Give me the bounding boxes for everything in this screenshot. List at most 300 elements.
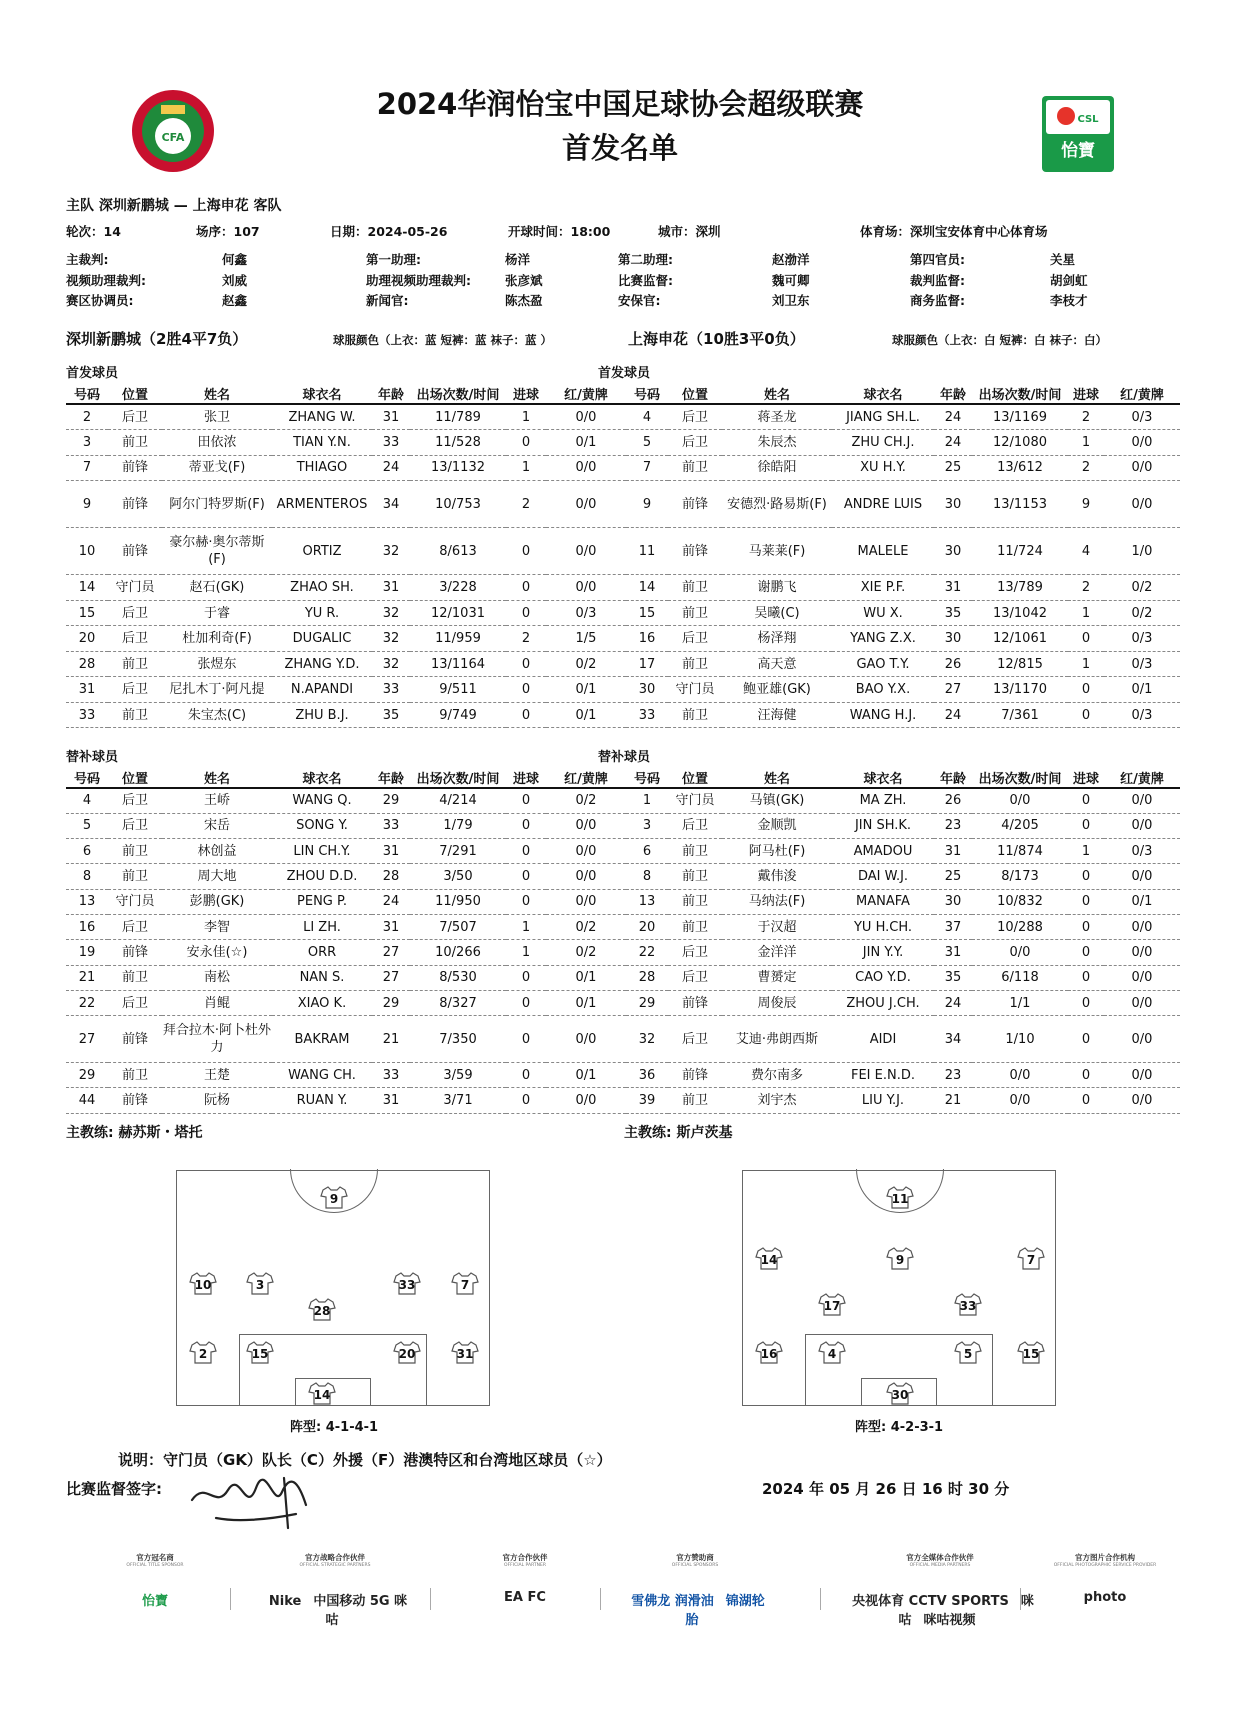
table-cell: 13/1132 xyxy=(410,455,506,481)
player-number: 7 xyxy=(1026,1253,1036,1267)
table-cell: 4 xyxy=(626,404,668,430)
table-cell: 0 xyxy=(506,702,546,728)
table-cell: 0/1 xyxy=(1104,677,1180,703)
table-cell: 0 xyxy=(1068,626,1104,652)
table-cell: 汪海健 xyxy=(722,702,832,728)
table-row xyxy=(626,990,1180,1015)
table-cell: 1 xyxy=(506,940,546,965)
table-cell: 0/0 xyxy=(546,528,626,575)
table-cell: XU H.Y. xyxy=(832,455,934,481)
sponsor-category-en: OFFICIAL TITLE SPONSOR xyxy=(126,1563,184,1568)
table-cell: 33 xyxy=(372,677,410,703)
table-cell: 9 xyxy=(1068,481,1104,528)
player-number: 5 xyxy=(963,1347,973,1361)
table-cell: 前卫 xyxy=(668,702,722,728)
table-cell: 8 xyxy=(626,864,668,889)
table-cell: 宋岳 xyxy=(162,813,272,838)
kickoff-time: 开球时间：18:00 xyxy=(508,224,611,239)
table-cell: 前卫 xyxy=(668,1088,722,1113)
table-cell: RUAN Y. xyxy=(272,1088,372,1113)
official-role: 赛区协调员: xyxy=(66,293,134,308)
table-cell: 27 xyxy=(372,965,410,990)
table-cell: 朱辰杰 xyxy=(722,430,832,456)
page-subtitle: 首发名单 xyxy=(561,131,678,165)
table-cell: ZHAO SH. xyxy=(272,575,372,601)
sponsor-group xyxy=(840,1552,1040,1628)
table-row xyxy=(626,940,1180,965)
table-cell: 1/0 xyxy=(1104,528,1180,575)
table-cell: 0 xyxy=(506,528,546,575)
table-cell: NAN S. xyxy=(272,965,372,990)
table-header xyxy=(626,384,1180,404)
table-cell: 13 xyxy=(66,889,108,914)
table-cell: 后卫 xyxy=(108,788,162,813)
table-cell: 0/3 xyxy=(1104,702,1180,728)
signature-datetime: 2024 年 05 月 26 日 16 时 30 分 xyxy=(762,1480,1010,1498)
table-cell: 0 xyxy=(1068,940,1104,965)
table-cell: 30 xyxy=(626,677,668,703)
player-shirt-icon xyxy=(886,1381,914,1405)
sponsor-group xyxy=(1030,1552,1180,1605)
table-cell: 后卫 xyxy=(108,813,162,838)
table-cell: 杨泽翔 xyxy=(722,626,832,652)
table-cell: 33 xyxy=(66,702,108,728)
table-cell: 0 xyxy=(1068,702,1104,728)
table-cell: 王峤 xyxy=(162,788,272,813)
table-cell: GAO T.Y. xyxy=(832,651,934,677)
table-cell: 0 xyxy=(1068,965,1104,990)
table-cell: 27 xyxy=(934,677,972,703)
table-cell: 后卫 xyxy=(108,914,162,939)
table-cell: 13/1042 xyxy=(972,600,1068,626)
player-number: 3 xyxy=(255,1278,265,1292)
player-shirt-icon xyxy=(393,1340,421,1364)
table-row xyxy=(66,430,626,456)
table-cell: 前锋 xyxy=(108,1088,162,1113)
player-number: 28 xyxy=(313,1304,331,1318)
table-cell: 0/0 xyxy=(972,1088,1068,1113)
table-cell: 10/832 xyxy=(972,889,1068,914)
table-cell: 10/753 xyxy=(410,481,506,528)
player-shirt-icon xyxy=(954,1340,982,1364)
table-cell: 30 xyxy=(934,889,972,914)
column-header: 红/黄牌 xyxy=(1104,768,1180,788)
table-cell: 0/1 xyxy=(546,1062,626,1087)
table-cell: 31 xyxy=(934,940,972,965)
table-cell: 33 xyxy=(372,430,410,456)
player-number: 4 xyxy=(827,1347,837,1361)
table-row xyxy=(626,626,1180,652)
table-cell: 21 xyxy=(372,1016,410,1063)
table-cell: 6 xyxy=(66,839,108,864)
table-cell: 0 xyxy=(506,990,546,1015)
table-cell: 0 xyxy=(506,889,546,914)
table-cell: 守门员 xyxy=(108,575,162,601)
table-cell: 35 xyxy=(934,965,972,990)
column-header: 红/黄牌 xyxy=(1104,384,1180,404)
sponsor-logo: 咪咕视频 xyxy=(923,1613,976,1628)
sponsor-group xyxy=(450,1552,600,1605)
table-cell: 前锋 xyxy=(668,1062,722,1087)
table-row xyxy=(66,651,626,677)
table-cell: 0/0 xyxy=(1104,1062,1180,1087)
table-cell: 戴伟浚 xyxy=(722,864,832,889)
table-cell: 24 xyxy=(934,990,972,1015)
table-cell: 5 xyxy=(66,813,108,838)
sponsor-logo: 央视体育 CCTV SPORTS xyxy=(852,1594,1009,1609)
table-cell: 11/724 xyxy=(972,528,1068,575)
away-team-name: 上海申花（10胜3平0负） xyxy=(628,330,805,348)
table-cell: 1 xyxy=(506,404,546,430)
table-cell: 0/0 xyxy=(1104,1088,1180,1113)
column-header: 进球 xyxy=(506,768,546,788)
table-row xyxy=(626,528,1180,575)
table-cell: 30 xyxy=(934,481,972,528)
table-cell: 0/2 xyxy=(546,788,626,813)
table-cell: 22 xyxy=(626,940,668,965)
table-cell: 0/2 xyxy=(546,914,626,939)
table-cell: 1/10 xyxy=(972,1016,1068,1063)
table-cell: 0 xyxy=(1068,813,1104,838)
table-cell: WU X. xyxy=(832,600,934,626)
table-cell: 8/173 xyxy=(972,864,1068,889)
legend-note: 说明：守门员（GK）队长（C）外援（F）港澳特区和台湾地区球员（☆） xyxy=(118,1451,612,1469)
table-row xyxy=(626,1062,1180,1087)
table-cell: 前锋 xyxy=(108,940,162,965)
table-cell: 0 xyxy=(506,813,546,838)
table-cell: 28 xyxy=(626,965,668,990)
official-role: 助理视频助理裁判: xyxy=(366,273,471,288)
table-cell: 0/0 xyxy=(546,813,626,838)
player-shirt-icon xyxy=(320,1185,348,1209)
table-cell: 安德烈·路易斯(F) xyxy=(722,481,832,528)
table-cell: 24 xyxy=(372,455,410,481)
table-cell: 阿尔门特罗斯(F) xyxy=(162,481,272,528)
table-cell: 2 xyxy=(506,481,546,528)
table-cell: 0 xyxy=(1068,889,1104,914)
table-cell: 7/361 xyxy=(972,702,1068,728)
player-number: 17 xyxy=(823,1299,841,1313)
table-cell: 4/205 xyxy=(972,813,1068,838)
table-cell: 于汉超 xyxy=(722,914,832,939)
table-cell: 2 xyxy=(1068,575,1104,601)
player-number: 14 xyxy=(760,1253,778,1267)
table-cell: 前锋 xyxy=(108,1016,162,1063)
table-cell: 0/0 xyxy=(1104,940,1180,965)
away-starters-label: 首发球员 xyxy=(598,366,651,381)
table-cell: 24 xyxy=(934,430,972,456)
table-header xyxy=(626,768,1180,788)
home-formation: 阵型: 4-1-4-1 xyxy=(290,1420,379,1435)
svg-text:怡寶: 怡寶 xyxy=(1061,141,1095,161)
table-cell: JIANG SH.L. xyxy=(832,404,934,430)
sponsor-logo: 锦湖轮胎 xyxy=(685,1594,765,1628)
table-row xyxy=(626,965,1180,990)
sponsor-logo: EA FC xyxy=(504,1590,546,1605)
table-cell: 前卫 xyxy=(668,575,722,601)
table-cell: 19 xyxy=(66,940,108,965)
city: 城市：深圳 xyxy=(658,224,721,239)
table-cell: 后卫 xyxy=(668,430,722,456)
table-cell: 39 xyxy=(626,1088,668,1113)
table-cell: WANG Q. xyxy=(272,788,372,813)
table-cell: XIAO K. xyxy=(272,990,372,1015)
table-cell: 1 xyxy=(1068,839,1104,864)
official-role: 安保官: xyxy=(618,293,661,308)
column-header: 号码 xyxy=(626,384,668,404)
table-cell: SONG Y. xyxy=(272,813,372,838)
table-cell: 0/0 xyxy=(546,864,626,889)
table-cell: 于睿 xyxy=(162,600,272,626)
column-header: 位置 xyxy=(668,384,722,404)
table-cell: 豪尔赫·奥尔蒂斯(F) xyxy=(162,528,272,575)
table-cell: 32 xyxy=(372,528,410,575)
table-cell: 30 xyxy=(934,626,972,652)
table-row xyxy=(66,1062,626,1087)
table-cell: 28 xyxy=(372,864,410,889)
player-number: 7 xyxy=(460,1278,470,1292)
player-shirt-icon xyxy=(393,1271,421,1295)
home-team-name: 深圳新鹏城（2胜4平7负） xyxy=(66,330,248,348)
table-cell: BAKRAM xyxy=(272,1016,372,1063)
sponsor-logo: 雪佛龙 润滑油 xyxy=(631,1594,714,1609)
table-cell: 24 xyxy=(372,889,410,914)
table-cell: WANG H.J. xyxy=(832,702,934,728)
table-cell: 29 xyxy=(372,788,410,813)
table-cell: 7 xyxy=(626,455,668,481)
official-name: 关星 xyxy=(1050,252,1076,267)
sponsor-category-en: OFFICIAL PHOTOGRAPHIC SERVICE PROVIDER xyxy=(1053,1563,1157,1568)
table-cell: 29 xyxy=(372,990,410,1015)
column-header: 进球 xyxy=(506,384,546,404)
player-shirt-icon xyxy=(886,1246,914,1270)
table-row xyxy=(66,940,626,965)
table-cell: 守门员 xyxy=(668,788,722,813)
table-cell: 艾迪·弗朗西斯 xyxy=(722,1016,832,1063)
table-cell: 赵石(GK) xyxy=(162,575,272,601)
official-name: 赵鑫 xyxy=(222,293,248,308)
column-header: 位置 xyxy=(108,768,162,788)
table-cell: 12/1061 xyxy=(972,626,1068,652)
away-formation: 阵型: 4-2-3-1 xyxy=(855,1420,944,1435)
table-cell: 0 xyxy=(506,677,546,703)
official-name: 赵渤洋 xyxy=(772,252,810,267)
table-cell: 鲍亚雄(GK) xyxy=(722,677,832,703)
sponsor-category: 官方赞助商 xyxy=(676,1553,714,1562)
official-role: 比赛监督: xyxy=(618,273,673,288)
table-cell: 0/0 xyxy=(1104,481,1180,528)
table-cell: 0/3 xyxy=(1104,839,1180,864)
official-role: 新闻官: xyxy=(366,293,409,308)
table-cell: 8/613 xyxy=(410,528,506,575)
table-cell: 33 xyxy=(626,702,668,728)
away-coach: 主教练: 斯卢茨基 xyxy=(624,1125,733,1141)
table-cell: 林创益 xyxy=(162,839,272,864)
table-cell: 田依浓 xyxy=(162,430,272,456)
table-cell: 前卫 xyxy=(668,889,722,914)
table-cell: 26 xyxy=(934,651,972,677)
sponsor-category: 官方图片合作机构 xyxy=(1075,1553,1135,1562)
sponsor-group xyxy=(260,1552,410,1628)
sponsor-category-en: OFFICIAL MEDIA PARTNERS xyxy=(909,1563,971,1568)
table-cell: 0 xyxy=(1068,1016,1104,1063)
table-cell: 33 xyxy=(372,1062,410,1087)
table-row xyxy=(626,1088,1180,1113)
official-role: 第二助理: xyxy=(618,252,673,267)
table-cell: 0/3 xyxy=(546,600,626,626)
player-shirt-icon xyxy=(886,1185,914,1209)
table-cell: 20 xyxy=(626,914,668,939)
table-cell: 0 xyxy=(506,788,546,813)
table-cell: 后卫 xyxy=(108,626,162,652)
table-cell: 4 xyxy=(66,788,108,813)
table-cell: 25 xyxy=(934,455,972,481)
table-cell: 0 xyxy=(506,839,546,864)
official-role: 商务监督: xyxy=(910,293,965,308)
table-cell: 31 xyxy=(372,1088,410,1113)
table-cell: 0 xyxy=(506,1088,546,1113)
table-row xyxy=(626,481,1180,528)
table-cell: MA ZH. xyxy=(832,788,934,813)
table-cell: ZHOU J.CH. xyxy=(832,990,934,1015)
column-header: 红/黄牌 xyxy=(546,384,626,404)
table-cell: 高天意 xyxy=(722,651,832,677)
table-cell: 周俊辰 xyxy=(722,990,832,1015)
table-cell: 26 xyxy=(934,788,972,813)
table-cell: ORR xyxy=(272,940,372,965)
table-cell: 前卫 xyxy=(108,965,162,990)
sponsor-logos xyxy=(620,1590,770,1628)
player-shirt-icon xyxy=(1017,1246,1045,1270)
home-formation-pitch xyxy=(176,1170,490,1406)
player-number: 14 xyxy=(313,1388,331,1402)
table-cell: AMADOU xyxy=(832,839,934,864)
official-role: 视频助理裁判: xyxy=(66,273,146,288)
table-cell: 前卫 xyxy=(668,600,722,626)
table-cell: 5 xyxy=(626,430,668,456)
official-name: 杨洋 xyxy=(505,252,531,267)
table-cell: 马纳法(F) xyxy=(722,889,832,914)
table-cell: 37 xyxy=(934,914,972,939)
stadium: 体育场：深圳宝安体育中心体育场 xyxy=(860,224,1048,239)
table-cell: 0 xyxy=(1068,677,1104,703)
sponsor-category: 官方全媒体合作伙伴 xyxy=(906,1553,974,1562)
table-cell: 0/0 xyxy=(1104,990,1180,1015)
column-header: 红/黄牌 xyxy=(546,768,626,788)
table-cell: 谢鹏飞 xyxy=(722,575,832,601)
sponsor-logos xyxy=(840,1590,1040,1628)
table-cell: 7/291 xyxy=(410,839,506,864)
player-shirt-icon xyxy=(755,1246,783,1270)
player-shirt-icon xyxy=(246,1340,274,1364)
table-cell: 9 xyxy=(626,481,668,528)
match-date: 日期：2024-05-26 xyxy=(330,224,448,239)
player-shirt-icon xyxy=(954,1292,982,1316)
table-cell: 守门员 xyxy=(108,889,162,914)
table-cell: 0 xyxy=(506,430,546,456)
table-row xyxy=(66,575,626,601)
column-header: 出场次数/时间 xyxy=(410,768,506,788)
table-cell: 32 xyxy=(372,600,410,626)
table-cell: TIAN Y.N. xyxy=(272,430,372,456)
column-header: 姓名 xyxy=(722,768,832,788)
column-header: 进球 xyxy=(1068,768,1104,788)
table-cell: 32 xyxy=(372,626,410,652)
away-kit-colors: 球服颜色（上衣：白 短裤：白 袜子：白） xyxy=(892,333,1108,347)
signature-label: 比赛监督签字: xyxy=(66,1480,162,1498)
table-row xyxy=(66,990,626,1015)
column-header: 球衣名 xyxy=(272,384,372,404)
divider xyxy=(820,1588,821,1610)
table-cell: 0/2 xyxy=(1104,575,1180,601)
player-shirt-icon xyxy=(755,1340,783,1364)
home-starters-table xyxy=(66,384,626,728)
player-number: 9 xyxy=(895,1253,905,1267)
table-cell: 32 xyxy=(372,651,410,677)
sponsor-logo: 咪咕 xyxy=(898,1594,1034,1628)
table-cell: 11/874 xyxy=(972,839,1068,864)
table-row xyxy=(66,889,626,914)
table-cell: 0/0 xyxy=(1104,1016,1180,1063)
sponsor-logos xyxy=(80,1590,230,1609)
table-cell: 11/959 xyxy=(410,626,506,652)
table-cell: 0/1 xyxy=(546,430,626,456)
player-number: 11 xyxy=(891,1192,909,1206)
away-subs-table xyxy=(626,768,1180,1114)
table-cell: 前卫 xyxy=(108,430,162,456)
table-cell: 0 xyxy=(506,651,546,677)
table-cell: 1 xyxy=(506,455,546,481)
table-cell: 0/0 xyxy=(546,1016,626,1063)
table-cell: 13/1169 xyxy=(972,404,1068,430)
table-cell: 蒋圣龙 xyxy=(722,404,832,430)
table-cell: CAO Y.D. xyxy=(832,965,934,990)
table-cell: 后卫 xyxy=(668,965,722,990)
table-cell: 4/214 xyxy=(410,788,506,813)
table-row xyxy=(626,651,1180,677)
table-cell: 0/1 xyxy=(546,677,626,703)
table-cell: 阮杨 xyxy=(162,1088,272,1113)
table-cell: 1 xyxy=(506,914,546,939)
column-header: 姓名 xyxy=(162,384,272,404)
table-cell: JIN SH.K. xyxy=(832,813,934,838)
player-shirt-icon xyxy=(246,1271,274,1295)
sponsor-category-en: OFFICIAL SPONSORS xyxy=(671,1563,719,1568)
sponsor-category-en: OFFICIAL PARTNER xyxy=(504,1563,546,1568)
column-header: 出场次数/时间 xyxy=(972,384,1068,404)
player-number: 30 xyxy=(891,1388,909,1402)
table-cell: 0 xyxy=(506,965,546,990)
column-header: 位置 xyxy=(668,768,722,788)
sponsor-logo: photo xyxy=(1083,1590,1127,1605)
table-cell: 2 xyxy=(1068,455,1104,481)
table-cell: N.APANDI xyxy=(272,677,372,703)
player-number: 15 xyxy=(1022,1347,1040,1361)
official-name: 刘威 xyxy=(222,273,248,288)
table-cell: 金洋洋 xyxy=(722,940,832,965)
table-cell: 0 xyxy=(506,1016,546,1063)
official-name: 张彦斌 xyxy=(505,273,543,288)
table-row xyxy=(626,889,1180,914)
table-cell: 后卫 xyxy=(668,940,722,965)
away-subs-label: 替补球员 xyxy=(598,750,651,765)
table-cell: JIN Y.Y. xyxy=(832,940,934,965)
table-cell: 11 xyxy=(626,528,668,575)
table-cell: 0/0 xyxy=(546,1088,626,1113)
table-cell: 10 xyxy=(66,528,108,575)
table-cell: 0/0 xyxy=(1104,455,1180,481)
table-cell: 杜加利奇(F) xyxy=(162,626,272,652)
